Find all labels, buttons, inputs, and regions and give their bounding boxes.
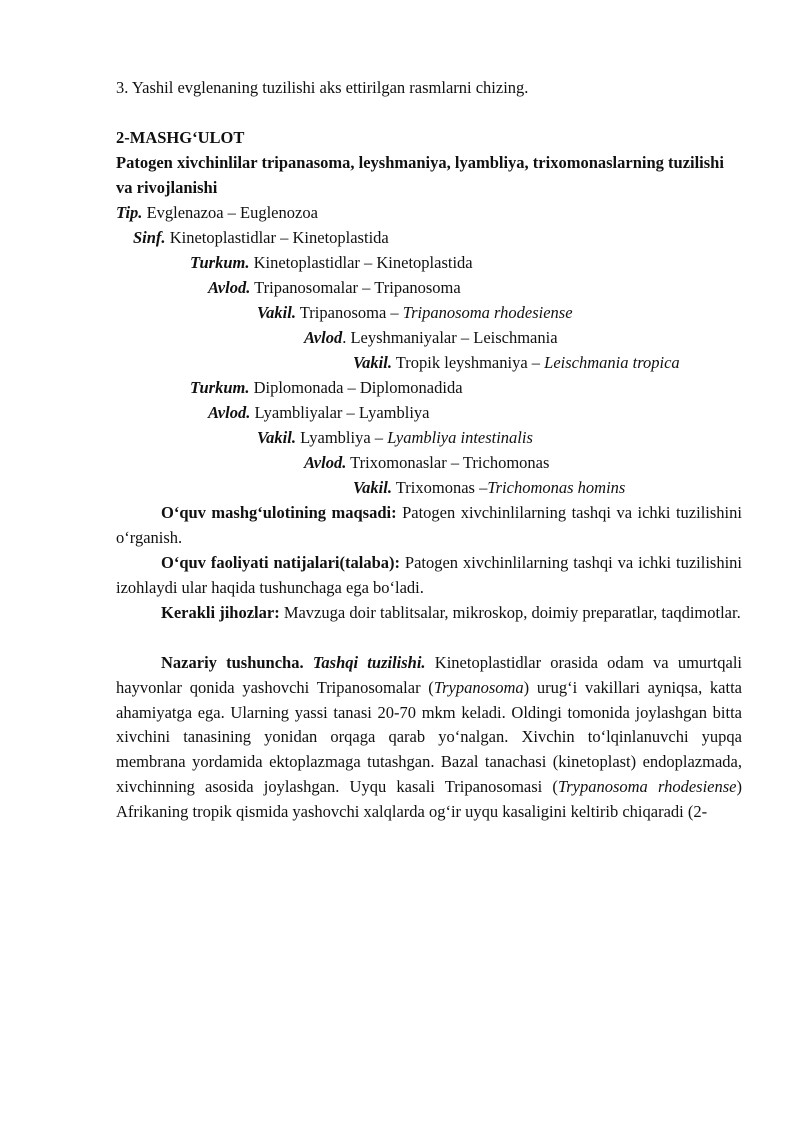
theory-label: Nazariy tushuncha. <box>161 653 304 672</box>
taxonomy-rank: Avlod <box>304 328 343 347</box>
taxonomy-line <box>304 451 549 476</box>
theory-genus: Trypanosoma <box>433 677 524 697</box>
taxonomy-line <box>190 376 463 401</box>
taxonomy-line <box>133 226 389 251</box>
outcomes-label: O‘quv faoliyati natijalari(talaba): <box>161 553 400 572</box>
taxonomy-line <box>208 401 430 426</box>
task-item-3: 3. Yashil evglenaning tuzilishi aks ettirilgan rasmlarni chizing. <box>116 78 529 97</box>
goal-label: O‘quv mashg‘ulotining maqsadi: <box>161 503 397 522</box>
equipment-label: Kerakli jihozlar: <box>161 603 280 622</box>
theory-text-3: ) Afrikaning tropik qismida yashovchi xalqlarda og‘ir uyqu kasaligini keltirib chiqaradi (2- <box>116 776 742 821</box>
equipment-paragraph <box>116 601 742 626</box>
taxonomy-line <box>257 301 573 326</box>
taxonomy-rank: Vakil. <box>257 428 296 447</box>
taxonomy-species: Tripanosoma rhodesiense <box>402 303 573 322</box>
taxonomy-text: . Leyshmaniyalar – Leischmania <box>342 328 558 347</box>
taxonomy-text: Evglenazoa – Euglenozoa <box>142 203 318 222</box>
theory-text-1: Kinetoplastidlar orasida odam va umurtqali hayvonlar qonida yashovchi Tripanosomalar ( <box>116 653 742 697</box>
taxonomy-line <box>353 476 625 501</box>
goal-paragraph <box>116 501 742 551</box>
theory-paragraph <box>116 651 742 825</box>
taxonomy-rank: Vakil. <box>353 353 392 372</box>
section-label: 2-MASHG‘ULOT <box>116 128 245 147</box>
taxonomy-rank: Sinf. <box>133 228 166 247</box>
taxonomy-line <box>116 201 318 226</box>
taxonomy-rank: Turkum. <box>190 378 250 397</box>
taxonomy-rank: Avlod. <box>208 403 251 422</box>
equipment-text: Mavzuga doir tablitsalar, mikroskop, doimiy preparatlar, taqdimotlar. <box>279 603 741 622</box>
theory-text-2: ) urug‘i vakillari ayniqsa, katta ahamiyatga ega. Ularning yassi tanasi 20-70 mkm keladi. Oldingi tomonida joylashgan bitta xivchini tanasining yonidan orqaga qarab yo‘nalgan. Xivchin to‘lqinlanuvchi yupqa membrana yordamida ektoplazmaga tutashgan. Bazal tanachasi (kinetoplast) endoplazmada, xivchinning asosida joylashgan. Uyqu kasali Tripanosomasi ( <box>116 677 742 796</box>
taxonomy-rank: Tip. <box>116 203 143 222</box>
taxonomy-line <box>304 326 558 351</box>
taxonomy-text: Tripanosomalar – Tripanosoma <box>250 278 461 297</box>
theory-sublabel: Tashqi tuzilishi. <box>312 653 426 672</box>
taxonomy-line <box>353 351 680 376</box>
taxonomy-rank: Avlod. <box>304 453 347 472</box>
theory-species: Trypanosoma rhodesiense <box>557 776 737 796</box>
taxonomy-rank: Vakil. <box>257 303 296 322</box>
outcomes-text: Patogen xivchinlilarning tashqi va ichki tuzilishini izohlaydi ular haqida tushunchaga ega bo‘ladi. <box>116 553 742 597</box>
taxonomy-line <box>257 426 533 451</box>
taxonomy-text: Tripanosoma – <box>295 303 403 322</box>
taxonomy-species: Leischmania tropica <box>544 353 680 372</box>
taxonomy-text: Trixomonaslar – Trichomonas <box>346 453 550 472</box>
section-title: Patogen xivchinlilar tripanasoma, leyshmaniya, lyambliya, trixomonaslarning tuzilishi va rivojlanishi <box>116 153 724 197</box>
taxonomy-text: Kinetoplastidlar – Kinetoplastida <box>165 228 389 247</box>
taxonomy-text: Kinetoplastidlar – Kinetoplastida <box>249 253 473 272</box>
taxonomy-rank: Avlod. <box>208 278 251 297</box>
taxonomy-text: Trixomonas – <box>391 478 488 497</box>
taxonomy-text: Tropik leyshmaniya – <box>391 353 545 372</box>
taxonomy-line <box>208 276 461 301</box>
goal-text: Patogen xivchinlilarning tashqi va ichki tuzilishini o‘rganish. <box>116 503 742 547</box>
taxonomy-species: Lyambliya intestinalis <box>387 428 533 447</box>
taxonomy-text: Diplomonada – Diplomonadida <box>249 378 463 397</box>
taxonomy-line <box>190 251 473 276</box>
taxonomy-text: Lyambliyalar – Lyambliya <box>250 403 430 422</box>
taxonomy-species: Trichomonas homins <box>487 478 626 497</box>
taxonomy-rank: Turkum. <box>190 253 250 272</box>
taxonomy-text: Lyambliya – <box>295 428 388 447</box>
outcomes-paragraph <box>116 551 742 601</box>
taxonomy-rank: Vakil. <box>353 478 392 497</box>
